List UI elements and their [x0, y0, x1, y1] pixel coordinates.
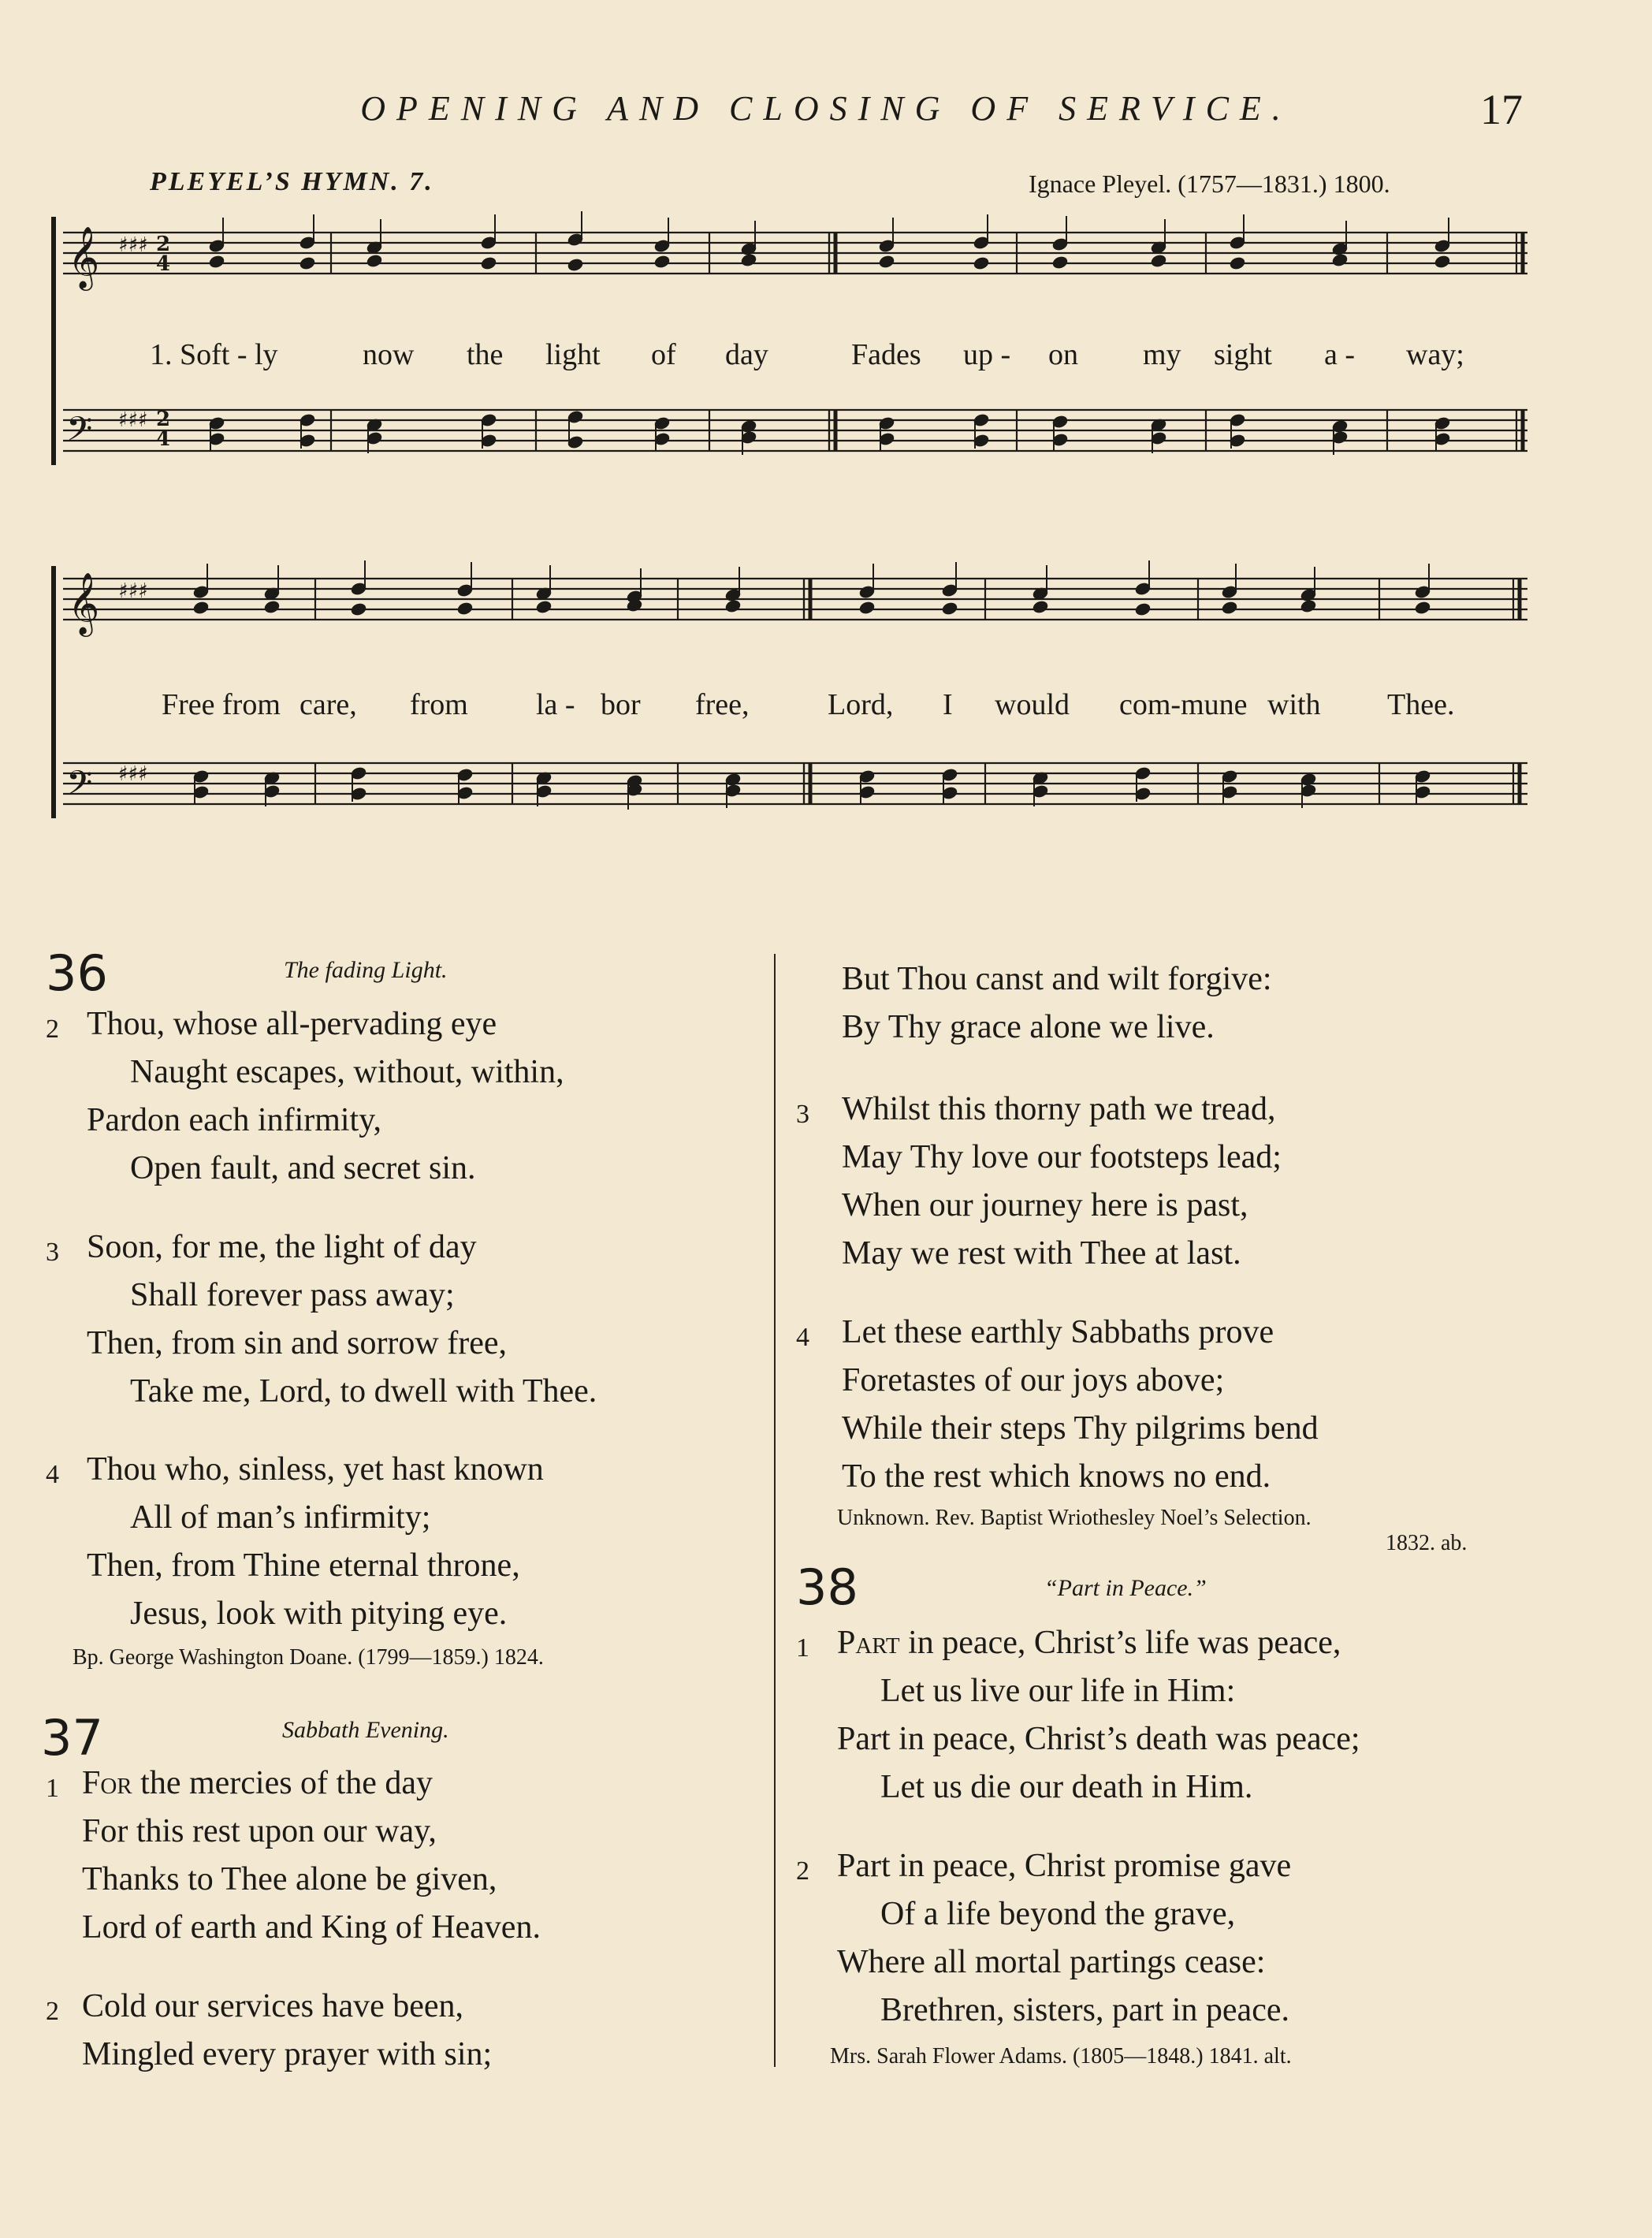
lyric-syllable: Lord, [828, 688, 894, 721]
note-head [653, 255, 670, 269]
tune-name: PLEYEL’S HYMN. 7. [150, 167, 434, 196]
note-head [299, 256, 315, 270]
lyric-syllable: light [545, 338, 601, 371]
svg-text:♯♯♯: ♯♯♯ [118, 408, 148, 432]
lyric-syllable: on [1048, 338, 1078, 371]
hymn-number-36: 36 [46, 944, 108, 1002]
lyric-syllable: bor [601, 688, 641, 721]
note-head [480, 256, 497, 270]
composer-credit: Ignace Pleyel. (1757—1831.) 1800. [1029, 169, 1390, 198]
lyric-syllable: the [467, 338, 504, 371]
lyric-syllable: with [1267, 688, 1321, 721]
svg-text:𝄞: 𝄞 [68, 226, 100, 289]
lyric-syllable: sight [1214, 338, 1272, 371]
svg-text:♯♯♯: ♯♯♯ [118, 233, 148, 257]
lyric-syllable: 1. Soft - ly [150, 338, 278, 371]
note-head [858, 601, 875, 615]
svg-text:2: 2 [156, 233, 171, 256]
note-head [941, 601, 958, 616]
lyric-syllable: la - [536, 688, 575, 721]
column-divider [774, 954, 776, 2067]
svg-text:𝄞: 𝄞 [68, 572, 100, 635]
note-head [1331, 253, 1348, 267]
lyric-syllable: a - [1324, 338, 1356, 371]
lyric-syllable: would [995, 688, 1070, 721]
svg-text:♯♯♯: ♯♯♯ [118, 579, 148, 603]
treble-staff [63, 233, 1527, 274]
lyric-syllable: way; [1406, 338, 1464, 371]
lyric-syllable: com-mune [1119, 688, 1248, 721]
lyric-syllable: my [1143, 338, 1181, 371]
page-number: 17 [1480, 86, 1523, 133]
hymn-number-37: 37 [41, 1709, 103, 1767]
note-head [1150, 254, 1166, 268]
note-head [878, 255, 895, 269]
lyric-syllable: day [725, 338, 768, 371]
lyric-syllable: I [943, 688, 953, 721]
lyric-syllable: free, [695, 688, 750, 721]
svg-text:4: 4 [156, 252, 171, 276]
hymn-number-38: 38 [796, 1558, 858, 1616]
running-head: OPENING AND CLOSING OF SERVICE. [360, 89, 1292, 128]
note-head [1134, 602, 1151, 616]
lyric-syllable: Thee. [1387, 688, 1455, 721]
lyric-syllable: now [363, 338, 415, 371]
note-head [740, 253, 757, 267]
note-head [350, 602, 366, 616]
note-head [192, 601, 209, 615]
lyric-syllable: Free from [162, 688, 281, 721]
note-head [567, 258, 583, 272]
lyric-syllable: up - [963, 338, 1011, 371]
hymn-37-attribution: Unknown. Rev. Baptist Wriothesley Noel’s Selection. [837, 1506, 1312, 1530]
note-head [1414, 601, 1431, 615]
note-head [366, 254, 382, 268]
hymn-title-38: “Part in Peace.” [1044, 1575, 1207, 1601]
lyric-syllable: care, [300, 688, 357, 721]
note-head [1051, 255, 1068, 270]
lyric-syllable: from [410, 688, 468, 721]
note-head [973, 256, 989, 270]
hymn-title-36: The fading Light. [284, 957, 448, 983]
note-head [535, 600, 552, 614]
svg-text:♯♯♯: ♯♯♯ [118, 762, 148, 786]
note-head [1229, 256, 1245, 270]
note-head [1032, 600, 1048, 614]
note-head [1300, 599, 1316, 613]
svg-text:2: 2 [156, 408, 171, 431]
svg-text:𝄢: 𝄢 [66, 410, 93, 457]
note-head [1434, 255, 1450, 269]
note-head [208, 255, 225, 269]
lyric-syllable: of [651, 338, 676, 371]
hymn-38-attribution: Mrs. Sarah Flower Adams. (1805—1848.) 1841. alt. [830, 2044, 1292, 2069]
note-head [456, 601, 473, 616]
hymn-37-attribution-date: 1832. ab. [1386, 1531, 1468, 1555]
lyric-syllable: Fades [851, 338, 921, 371]
hymn-title-37: Sabbath Evening. [282, 1717, 449, 1743]
svg-text:4: 4 [156, 427, 171, 451]
bass-staff [63, 410, 1527, 451]
hymn-36-attribution: Bp. George Washington Doane. (1799—1859.) 1824. [73, 1645, 544, 1670]
note-head [263, 600, 280, 614]
svg-text:𝄢: 𝄢 [66, 764, 93, 811]
note-head [724, 599, 741, 613]
note-head [1221, 601, 1237, 615]
